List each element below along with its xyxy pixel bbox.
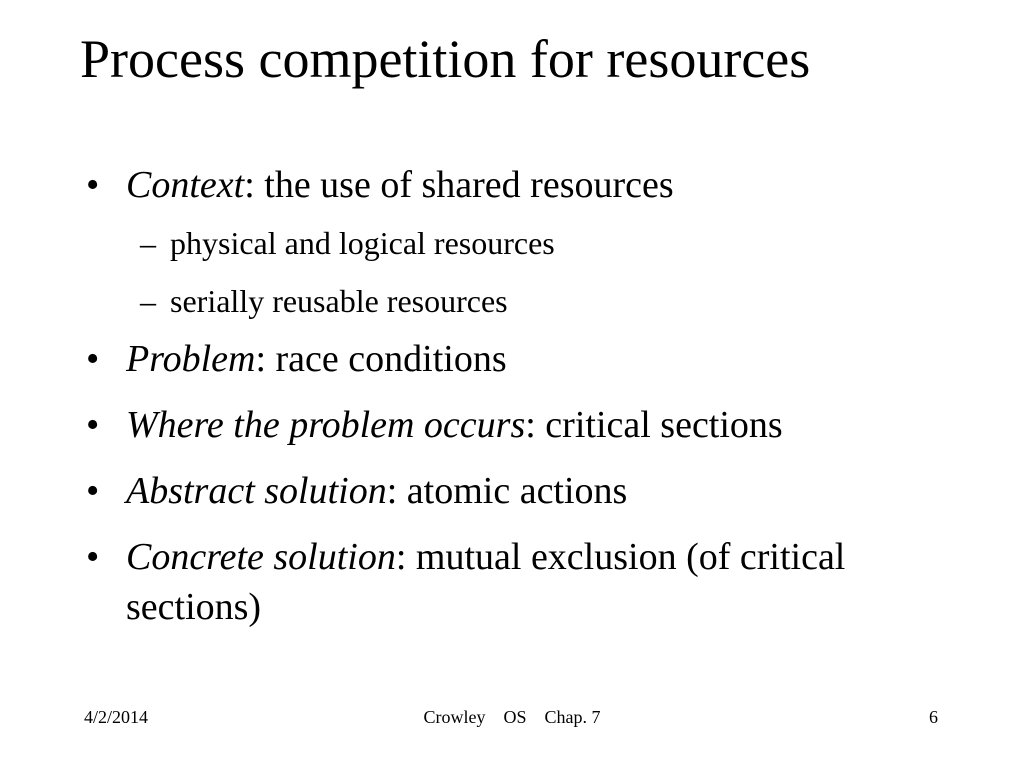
bullet-marker: • (86, 470, 100, 512)
sub-item-text: physical and logical resources (170, 225, 555, 261)
bullet-description: : the use of shared resources (244, 164, 674, 206)
bullet-description: : mutual exclusion (of critical sections) (126, 536, 846, 628)
footer-center-text: Crowley OS Chap. 7 (423, 707, 601, 727)
bullet-term: Concrete solution (126, 536, 396, 578)
bullet-description: : race conditions (255, 338, 507, 380)
bullet-item-abstract-solution (0, 466, 1024, 516)
bullet-marker: • (86, 536, 100, 578)
sub-marker: – (140, 225, 156, 261)
sub-item-serially-reusable (0, 272, 1024, 330)
bullet-term: Where the problem occurs (126, 404, 526, 446)
bullet-description: : atomic actions (386, 470, 628, 512)
bullet-marker: • (86, 164, 100, 206)
slide-title: Process competition for resources (80, 29, 811, 89)
bullet-marker: • (86, 404, 100, 446)
bullet-description: : critical sections (525, 404, 783, 446)
footer-date: 4/2/2014 (84, 707, 149, 727)
bullet-text (126, 400, 926, 450)
sub-list (0, 214, 1024, 330)
sub-item-text: serially reusable resources (170, 283, 508, 319)
bullet-item-concrete-solution (0, 532, 1024, 632)
bullet-list (0, 160, 1024, 632)
bullet-item-problem (0, 334, 1024, 384)
bullet-term: Context (126, 164, 245, 206)
bullet-item-context (0, 160, 1024, 330)
bullet-item-where (0, 400, 1024, 450)
sub-item-physical-logical (0, 214, 1024, 272)
bullet-term: Abstract solution (126, 470, 387, 512)
footer-page-number: 6 (929, 707, 938, 727)
bullet-text (126, 466, 926, 516)
bullet-text (126, 160, 926, 210)
sub-marker: – (140, 283, 156, 319)
bullet-text (126, 334, 926, 384)
bullet-marker: • (86, 338, 100, 380)
bullet-term: Problem (126, 338, 256, 380)
bullet-text (126, 532, 926, 632)
